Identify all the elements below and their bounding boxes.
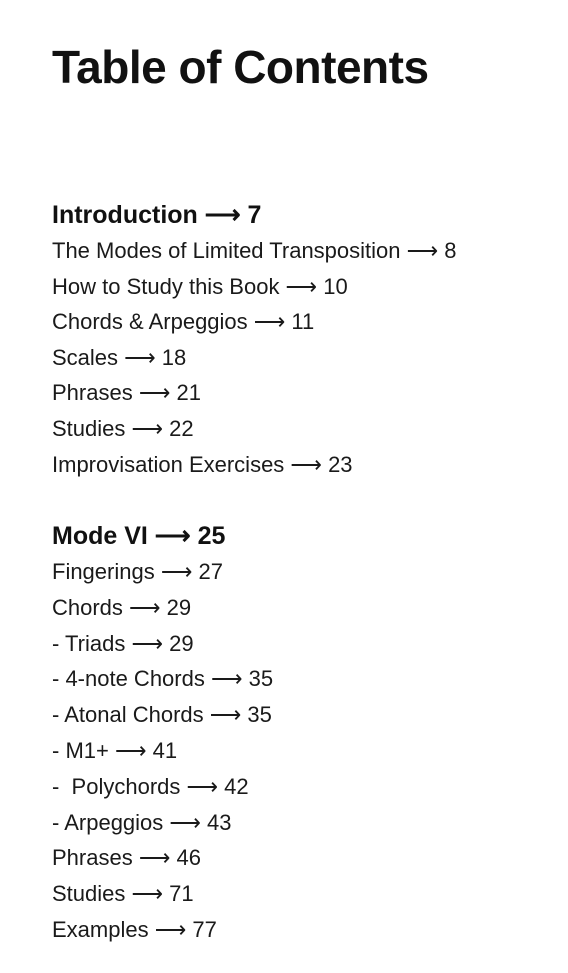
toc-entry: Studies ⟶ 71 — [52, 881, 194, 907]
toc-entry: The Modes of Limited Transposition ⟶ 8 — [52, 238, 457, 263]
toc-entry: Scales ⟶ 18 — [52, 344, 187, 370]
toc-entry: Phrases ⟶ 46 — [52, 845, 201, 871]
toc-entry: - Arpeggios ⟶ 43 — [52, 809, 232, 835]
toc-entry: Studies ⟶ 22 — [52, 415, 194, 441]
toc-section-introduction — [52, 197, 548, 482]
toc-heading: Mode VI ⟶ 25 — [52, 522, 226, 550]
toc-entry: Examples ⟶ 77 — [52, 916, 217, 942]
document-page — [52, 0, 548, 973]
page-title: Table of Contents — [52, 41, 429, 93]
toc-entry: Chords ⟶ 29 — [52, 594, 192, 620]
toc-heading: Introduction ⟶ 7 — [52, 201, 262, 229]
toc-entry: Fingerings ⟶ 27 — [52, 559, 223, 584]
toc-entry: Chords & Arpeggios ⟶ 11 — [52, 309, 315, 335]
toc-entry: - Polychords ⟶ 42 — [52, 773, 249, 799]
toc-entry: How to Study this Book ⟶ 10 — [52, 273, 348, 299]
toc-entry: Improvisation Exercises ⟶ 23 — [52, 451, 353, 477]
toc-entry: - Triads ⟶ 29 — [52, 630, 194, 656]
toc-section-mode-vi — [52, 518, 548, 948]
toc-entry: - M1+ ⟶ 41 — [52, 737, 178, 763]
toc-entry: - 4-note Chords ⟶ 35 — [52, 666, 274, 692]
toc-entry: Phrases ⟶ 21 — [52, 380, 201, 406]
toc-entry: - Atonal Chords ⟶ 35 — [52, 702, 272, 728]
